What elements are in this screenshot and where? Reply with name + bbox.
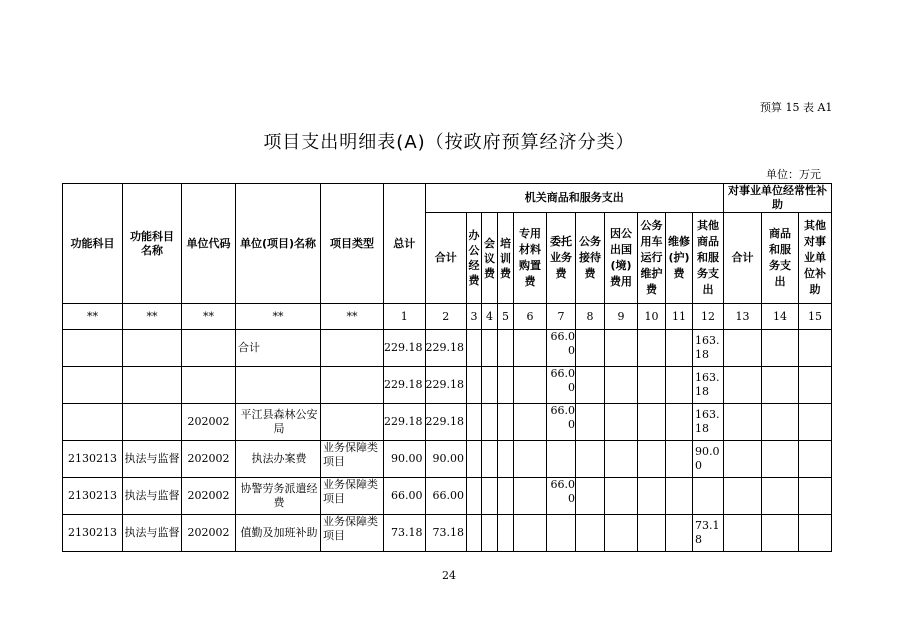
table-row xyxy=(63,441,832,478)
index-row xyxy=(63,304,832,330)
cell-empty xyxy=(762,404,799,441)
cell-subtotal: 229.18 xyxy=(425,404,467,441)
page-title: 项目支出明细表(A)（按政府预算经济分类） xyxy=(263,132,635,153)
cell-empty xyxy=(467,478,482,515)
cell-entrusted: 66.00 xyxy=(547,478,576,515)
cell-empty xyxy=(605,330,638,367)
cell-other-goods: 90.00 xyxy=(693,441,724,478)
cell-empty xyxy=(514,478,547,515)
cell-empty xyxy=(605,478,638,515)
cell-empty xyxy=(482,515,498,552)
index-cell: 1 xyxy=(384,304,426,330)
cell-func-name: 执法与监督 xyxy=(123,441,182,478)
col-other-goods: 其他商品和服务支出 xyxy=(693,213,724,304)
cell-total: 229.18 xyxy=(384,367,426,404)
index-cell: ** xyxy=(123,304,182,330)
cell-empty xyxy=(467,404,482,441)
cell-empty xyxy=(605,441,638,478)
cell-total: 90.00 xyxy=(384,441,426,478)
cell-empty xyxy=(467,441,482,478)
col-func-name: 功能科目名称 xyxy=(123,184,182,304)
cell-func-code: 2130213 xyxy=(63,515,123,552)
cell-subtotal: 90.00 xyxy=(425,441,467,478)
cell-empty xyxy=(498,515,514,552)
cell-empty xyxy=(514,515,547,552)
cell-unit-name: 执法办案费 xyxy=(236,441,321,478)
col-entrusted: 委托业务费 xyxy=(547,213,576,304)
cell-func-code: 2130213 xyxy=(63,441,123,478)
cell-func-name xyxy=(123,330,182,367)
cell-empty xyxy=(482,330,498,367)
cell-empty xyxy=(514,367,547,404)
cell-empty xyxy=(799,441,832,478)
cell-empty xyxy=(467,330,482,367)
cell-project-type xyxy=(321,404,384,441)
cell-empty xyxy=(514,330,547,367)
col-project-type: 项目类型 xyxy=(321,184,384,304)
index-cell: 13 xyxy=(724,304,762,330)
cell-func-code: 2130213 xyxy=(63,478,123,515)
cell-func-name xyxy=(123,404,182,441)
cell-func-code xyxy=(63,367,123,404)
cell-empty xyxy=(576,515,605,552)
cell-empty xyxy=(605,404,638,441)
page-number: 24 xyxy=(442,569,456,582)
index-cell: 7 xyxy=(547,304,576,330)
index-cell: ** xyxy=(182,304,236,330)
col-total: 总计 xyxy=(384,184,426,304)
cell-empty xyxy=(482,404,498,441)
cell-unit-code: 202002 xyxy=(182,441,236,478)
cell-unit-code: 202002 xyxy=(182,515,236,552)
cell-empty xyxy=(762,367,799,404)
cell-empty xyxy=(638,330,666,367)
col-unit-name: 单位(项目)名称 xyxy=(236,184,321,304)
group-subsidy: 对事业单位经常性补助 xyxy=(724,184,832,213)
table-row xyxy=(63,404,832,441)
col-meeting: 会议费 xyxy=(482,213,498,304)
table-row xyxy=(63,478,832,515)
cell-total: 229.18 xyxy=(384,330,426,367)
cell-subtotal: 66.00 xyxy=(425,478,467,515)
index-cell: 11 xyxy=(666,304,693,330)
cell-empty xyxy=(799,478,832,515)
cell-empty xyxy=(576,441,605,478)
cell-project-type: 业务保障类项目 xyxy=(321,478,384,515)
cell-unit-code xyxy=(182,367,236,404)
cell-empty xyxy=(638,478,666,515)
cell-empty xyxy=(724,330,762,367)
cell-other-goods: 73.18 xyxy=(693,515,724,552)
cell-empty xyxy=(498,478,514,515)
header-row xyxy=(63,184,832,213)
table-code: 预算 15 表 A1 xyxy=(760,101,833,114)
cell-func-name xyxy=(123,367,182,404)
cell-unit-name: 平江县森林公安局 xyxy=(236,404,321,441)
cell-empty xyxy=(762,478,799,515)
cell-empty xyxy=(799,367,832,404)
index-cell: 12 xyxy=(693,304,724,330)
index-cell: 10 xyxy=(638,304,666,330)
cell-empty xyxy=(638,441,666,478)
cell-empty xyxy=(482,478,498,515)
table-row xyxy=(63,330,832,367)
cell-empty xyxy=(724,367,762,404)
cell-empty xyxy=(666,367,693,404)
cell-entrusted xyxy=(547,441,576,478)
table-row xyxy=(63,367,832,404)
index-cell: 5 xyxy=(498,304,514,330)
cell-entrusted: 66.00 xyxy=(547,330,576,367)
cell-entrusted: 66.00 xyxy=(547,367,576,404)
cell-empty xyxy=(605,515,638,552)
cell-empty xyxy=(514,404,547,441)
cell-empty xyxy=(498,330,514,367)
cell-empty xyxy=(799,404,832,441)
col-repair: 维修(护)费 xyxy=(666,213,693,304)
cell-empty xyxy=(762,441,799,478)
cell-unit-code xyxy=(182,330,236,367)
cell-empty xyxy=(724,478,762,515)
cell-empty xyxy=(638,367,666,404)
index-cell: 6 xyxy=(514,304,547,330)
cell-empty xyxy=(482,441,498,478)
cell-other-goods xyxy=(693,478,724,515)
cell-unit-code: 202002 xyxy=(182,404,236,441)
cell-other-goods: 163.18 xyxy=(693,330,724,367)
budget-table xyxy=(62,183,832,552)
cell-total: 66.00 xyxy=(384,478,426,515)
cell-func-name: 执法与监督 xyxy=(123,478,182,515)
col-other-subsidy: 其他对事业单位补助 xyxy=(799,213,832,304)
cell-unit-name: 合计 xyxy=(236,330,321,367)
cell-empty xyxy=(638,515,666,552)
index-cell: 14 xyxy=(762,304,799,330)
col-func-code: 功能科目 xyxy=(63,184,123,304)
cell-total: 73.18 xyxy=(384,515,426,552)
cell-other-goods: 163.18 xyxy=(693,404,724,441)
index-cell: 2 xyxy=(425,304,467,330)
cell-entrusted: 66.00 xyxy=(547,404,576,441)
index-cell: 4 xyxy=(482,304,498,330)
cell-entrusted xyxy=(547,515,576,552)
col-goods-b: 商品和服务支出 xyxy=(762,213,799,304)
cell-func-code xyxy=(63,404,123,441)
cell-empty xyxy=(724,404,762,441)
cell-empty xyxy=(605,367,638,404)
cell-unit-name: 值勤及加班补助 xyxy=(236,515,321,552)
cell-empty xyxy=(666,515,693,552)
cell-empty xyxy=(666,441,693,478)
cell-empty xyxy=(724,441,762,478)
col-unit-code: 单位代码 xyxy=(182,184,236,304)
cell-empty xyxy=(498,441,514,478)
cell-empty xyxy=(467,515,482,552)
cell-unit-code: 202002 xyxy=(182,478,236,515)
cell-project-type: 业务保障类项目 xyxy=(321,515,384,552)
col-training: 培训费 xyxy=(498,213,514,304)
index-cell: 8 xyxy=(576,304,605,330)
cell-subtotal: 73.18 xyxy=(425,515,467,552)
col-subtotal-b: 合计 xyxy=(724,213,762,304)
cell-empty xyxy=(576,367,605,404)
index-cell: ** xyxy=(236,304,321,330)
cell-other-goods: 163.18 xyxy=(693,367,724,404)
cell-empty xyxy=(498,367,514,404)
cell-subtotal: 229.18 xyxy=(425,330,467,367)
cell-func-code xyxy=(63,330,123,367)
cell-empty xyxy=(724,515,762,552)
cell-empty xyxy=(799,515,832,552)
index-cell: 3 xyxy=(467,304,482,330)
cell-empty xyxy=(666,330,693,367)
cell-empty xyxy=(666,478,693,515)
cell-total: 229.18 xyxy=(384,404,426,441)
unit-label: 单位：万元 xyxy=(766,168,821,181)
cell-empty xyxy=(576,330,605,367)
col-vehicle: 公务用车运行维护费 xyxy=(638,213,666,304)
cell-empty xyxy=(514,441,547,478)
cell-empty xyxy=(482,367,498,404)
index-cell: ** xyxy=(63,304,123,330)
cell-empty xyxy=(467,367,482,404)
cell-project-type xyxy=(321,367,384,404)
cell-func-name: 执法与监督 xyxy=(123,515,182,552)
cell-empty xyxy=(576,404,605,441)
cell-empty xyxy=(762,330,799,367)
group-goods-services: 机关商品和服务支出 xyxy=(425,184,724,213)
cell-unit-name xyxy=(236,367,321,404)
col-abroad: 因公出国(境)费用 xyxy=(605,213,638,304)
cell-project-type: 业务保障类项目 xyxy=(321,441,384,478)
index-cell: ** xyxy=(321,304,384,330)
cell-empty xyxy=(762,515,799,552)
cell-empty xyxy=(638,404,666,441)
table-row xyxy=(63,515,832,552)
cell-empty xyxy=(666,404,693,441)
cell-subtotal: 229.18 xyxy=(425,367,467,404)
col-materials: 专用材料购置费 xyxy=(514,213,547,304)
cell-empty xyxy=(498,404,514,441)
cell-unit-name: 协警劳务派遣经费 xyxy=(236,478,321,515)
cell-empty xyxy=(799,330,832,367)
col-subtotal-a: 合计 xyxy=(425,213,467,304)
index-cell: 15 xyxy=(799,304,832,330)
cell-project-type xyxy=(321,330,384,367)
cell-empty xyxy=(576,478,605,515)
col-office: 办公经费 xyxy=(467,213,482,304)
col-reception: 公务接待费 xyxy=(576,213,605,304)
index-cell: 9 xyxy=(605,304,638,330)
